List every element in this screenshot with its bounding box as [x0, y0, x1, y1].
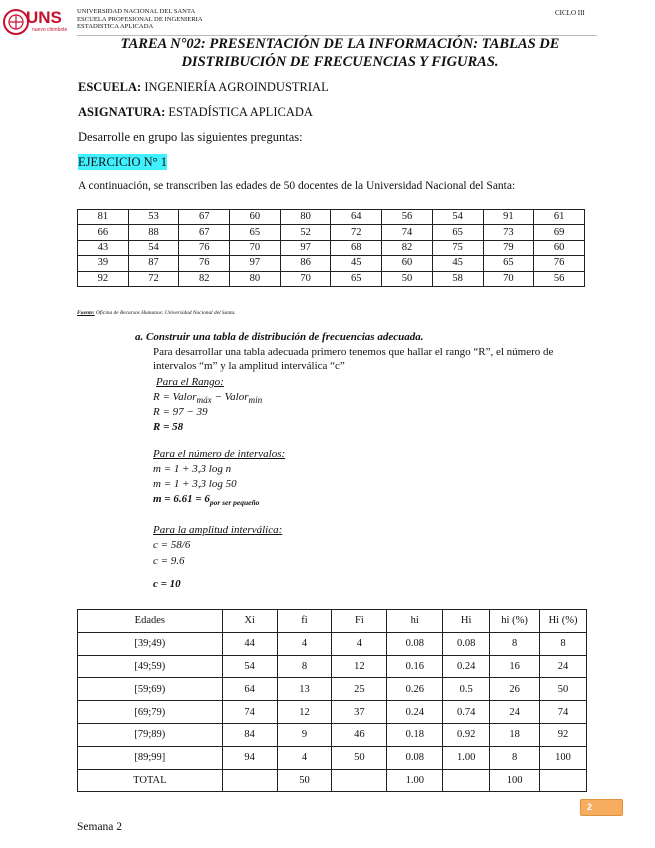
table-row — [78, 210, 585, 225]
escuela-line — [78, 80, 329, 95]
page-number: 2 — [580, 799, 623, 816]
table-cell: 0.24 — [387, 701, 443, 724]
table-cell: 50 — [332, 746, 387, 769]
table-cell: 97 — [280, 240, 331, 255]
table-cell: 74 — [222, 701, 277, 724]
table-cell: 76 — [179, 256, 230, 271]
table-cell: 9 — [277, 723, 332, 746]
table-cell: 64 — [331, 210, 382, 225]
table-cell: hi — [387, 610, 443, 633]
page-title — [80, 35, 600, 71]
table-cell: 67 — [179, 210, 230, 225]
amplitud-approx: c = 9.6 — [153, 555, 185, 567]
institution-line: ESTADISTICA APLICADA — [77, 23, 154, 31]
table-cell: 54 — [128, 240, 179, 255]
logo-text: UNS — [26, 8, 62, 27]
intervalos-title: Para el número de intervalos: — [153, 448, 286, 460]
table-cell: 18 — [490, 723, 540, 746]
table-cell: 0.24 — [443, 655, 490, 678]
table-row — [78, 256, 585, 271]
table-cell: 76 — [534, 256, 585, 271]
table-cell: 1.00 — [443, 746, 490, 769]
table-cell: [39;49) — [78, 632, 223, 655]
table-cell — [540, 769, 587, 792]
table-cell: Edades — [78, 610, 223, 633]
table-cell: 8 — [490, 746, 540, 769]
table-cell: 61 — [534, 210, 585, 225]
table-cell: 94 — [222, 746, 277, 769]
table-cell: 66 — [78, 225, 129, 240]
ages-table — [77, 209, 585, 287]
table-cell: 43 — [78, 240, 129, 255]
frequency-table — [77, 609, 587, 792]
table-cell: 1.00 — [387, 769, 443, 792]
table-cell: 70 — [280, 271, 331, 286]
table-cell: 50 — [382, 271, 433, 286]
table-cell: 81 — [78, 210, 129, 225]
table-cell: 64 — [222, 678, 277, 701]
table-cell: 74 — [540, 701, 587, 724]
source-label: Fuente: — [77, 310, 95, 316]
table-cell: 4 — [277, 746, 332, 769]
instructions: Desarrolle en grupo las siguientes preguntas: — [78, 130, 303, 144]
source-text: Oficina de Recursos Humanos: Universidad Nacional del Santa. — [94, 310, 236, 316]
logo-subtext: nuevo chimbote — [32, 27, 68, 33]
table-cell: 0.08 — [387, 632, 443, 655]
table-cell: 92 — [78, 271, 129, 286]
table-cell: Hi — [443, 610, 490, 633]
table-cell: 75 — [432, 240, 483, 255]
ejercicio-heading — [78, 155, 167, 170]
table-cell: 73 — [483, 225, 534, 240]
table-row — [78, 240, 585, 255]
institution-line: UNIVERSIDAD NACIONAL DEL SANTA — [77, 8, 196, 15]
table-cell: [59;69) — [78, 678, 223, 701]
table-cell — [222, 769, 277, 792]
table-cell: 50 — [540, 678, 587, 701]
footer-week: Semana 2 — [77, 821, 123, 833]
table-cell: 74 — [382, 225, 433, 240]
table-cell: 69 — [534, 225, 585, 240]
table-cell: 100 — [540, 746, 587, 769]
table-cell: Xi — [222, 610, 277, 633]
table-cell: 97 — [230, 256, 281, 271]
intro-text: A continuación, se transcriben las edades de 50 docentes de la Universidad Nacional del Santa: — [78, 180, 516, 192]
table-total-row — [78, 769, 587, 792]
table-cell: 87 — [128, 256, 179, 271]
asignatura-line — [78, 105, 313, 120]
table-row — [78, 632, 587, 655]
table-cell: 8 — [490, 632, 540, 655]
table-cell: 24 — [490, 701, 540, 724]
table-cell: [49;59) — [78, 655, 223, 678]
table-cell: Fi — [332, 610, 387, 633]
table-cell: 25 — [332, 678, 387, 701]
table-cell: 24 — [540, 655, 587, 678]
table-cell — [332, 769, 387, 792]
table-cell: 82 — [179, 271, 230, 286]
section-a-para1: Para desarrollar una tabla adecuada primero tenemos que hallar el rango “R”, el número de — [153, 346, 554, 358]
table-cell: TOTAL — [78, 769, 223, 792]
institution-line: ESCUELA PROFESIONAL DE INGENIERIA — [77, 15, 203, 23]
table-cell: 13 — [277, 678, 332, 701]
table-cell: 86 — [280, 256, 331, 271]
table-cell: [69;79) — [78, 701, 223, 724]
table-cell: 65 — [331, 271, 382, 286]
table-cell: 88 — [128, 225, 179, 240]
amplitud-formula: c = 58/6 — [153, 539, 191, 551]
table-cell: 26 — [490, 678, 540, 701]
institution-block — [77, 8, 203, 31]
rango-title: Para el Rango: — [156, 376, 224, 388]
table-cell: 0.92 — [443, 723, 490, 746]
table-cell: 70 — [483, 271, 534, 286]
table-row — [78, 655, 587, 678]
table-cell: 50 — [277, 769, 332, 792]
table-cell: 72 — [331, 225, 382, 240]
intervalos-substitution: m = 1 + 3,3 log 50 — [153, 478, 237, 490]
table-row — [78, 723, 587, 746]
rango-result: R = 58 — [153, 421, 184, 433]
table-cell: 91 — [483, 210, 534, 225]
source-note — [77, 310, 236, 316]
table-cell: 100 — [490, 769, 540, 792]
table-cell: 72 — [128, 271, 179, 286]
table-cell: 65 — [483, 256, 534, 271]
table-cell: 82 — [382, 240, 433, 255]
table-cell: 60 — [230, 210, 281, 225]
table-cell: hi (%) — [490, 610, 540, 633]
table-cell: 65 — [432, 225, 483, 240]
escuela-label: ESCUELA: — [78, 80, 142, 94]
table-cell: 12 — [332, 655, 387, 678]
table-cell: 67 — [179, 225, 230, 240]
table-cell: 0.5 — [443, 678, 490, 701]
table-cell: 0.16 — [387, 655, 443, 678]
escuela-value: INGENIERÍA AGROINDUSTRIAL — [141, 80, 329, 94]
section-a-para2: intervalos “m” y la amplitud interválica “c” — [153, 360, 345, 372]
asignatura-value: ESTADÍSTICA APLICADA — [165, 105, 313, 119]
table-cell: 60 — [382, 256, 433, 271]
table-cell: [89;99] — [78, 746, 223, 769]
section-a-heading: a. Construir una tabla de distribución de frecuencias adecuada. — [135, 331, 424, 343]
table-cell: 58 — [432, 271, 483, 286]
table-cell: 37 — [332, 701, 387, 724]
table-row — [78, 701, 587, 724]
table-cell: fi — [277, 610, 332, 633]
table-cell: 84 — [222, 723, 277, 746]
table-cell: 45 — [432, 256, 483, 271]
table-cell: 44 — [222, 632, 277, 655]
table-cell: 68 — [331, 240, 382, 255]
table-cell: 70 — [230, 240, 281, 255]
table-cell: 4 — [332, 632, 387, 655]
table-cell: 60 — [534, 240, 585, 255]
table-cell: 0.74 — [443, 701, 490, 724]
table-cell: 80 — [230, 271, 281, 286]
rango-formula: R = Valor$_{máx}$ − Valor$_{min}$ — [153, 391, 263, 406]
table-cell: 56 — [382, 210, 433, 225]
table-cell: 54 — [432, 210, 483, 225]
table-row — [78, 271, 585, 286]
table-cell: 0.08 — [443, 632, 490, 655]
table-row — [78, 678, 587, 701]
table-row — [78, 225, 585, 240]
table-header-row — [78, 610, 587, 633]
table-cell: 79 — [483, 240, 534, 255]
table-cell: 54 — [222, 655, 277, 678]
table-cell: 4 — [277, 632, 332, 655]
rango-substitution: R = 97 − 39 — [153, 406, 208, 418]
title-line-1: TAREA N°02: PRESENTACIÓN DE LA INFORMACIÓN: TABLAS DE — [120, 36, 560, 52]
table-cell: 46 — [332, 723, 387, 746]
ciclo-label: CICLO III — [555, 9, 585, 17]
table-row — [78, 746, 587, 769]
table-cell: 16 — [490, 655, 540, 678]
table-cell: 92 — [540, 723, 587, 746]
asignatura-label: ASIGNATURA: — [78, 105, 166, 119]
table-cell: 53 — [128, 210, 179, 225]
table-cell: [79;89) — [78, 723, 223, 746]
table-cell: 56 — [534, 271, 585, 286]
table-cell: 0.26 — [387, 678, 443, 701]
amplitud-title: Para la amplitud interválica: — [153, 524, 283, 536]
table-cell: 76 — [179, 240, 230, 255]
table-cell: 80 — [280, 210, 331, 225]
table-cell: 0.08 — [387, 746, 443, 769]
table-cell: 0.18 — [387, 723, 443, 746]
table-cell: 45 — [331, 256, 382, 271]
intervalos-formula: m = 1 + 3,3 log n — [153, 463, 232, 475]
table-cell: 12 — [277, 701, 332, 724]
table-cell: 39 — [78, 256, 129, 271]
amplitud-result: c = 10 — [153, 578, 181, 590]
table-cell: 8 — [277, 655, 332, 678]
title-line-2: DISTRIBUCIÓN DE FRECUENCIAS Y FIGURAS. — [181, 54, 499, 70]
ejercicio-label: EJERCICIO N° 1 — [78, 155, 168, 169]
table-cell: 8 — [540, 632, 587, 655]
table-cell: 65 — [230, 225, 281, 240]
table-cell: 52 — [280, 225, 331, 240]
intervalos-result: $m = 6.61 = 6_{por ser pequeño}$ — [153, 493, 260, 508]
table-cell — [443, 769, 490, 792]
table-cell: Hi (%) — [540, 610, 587, 633]
